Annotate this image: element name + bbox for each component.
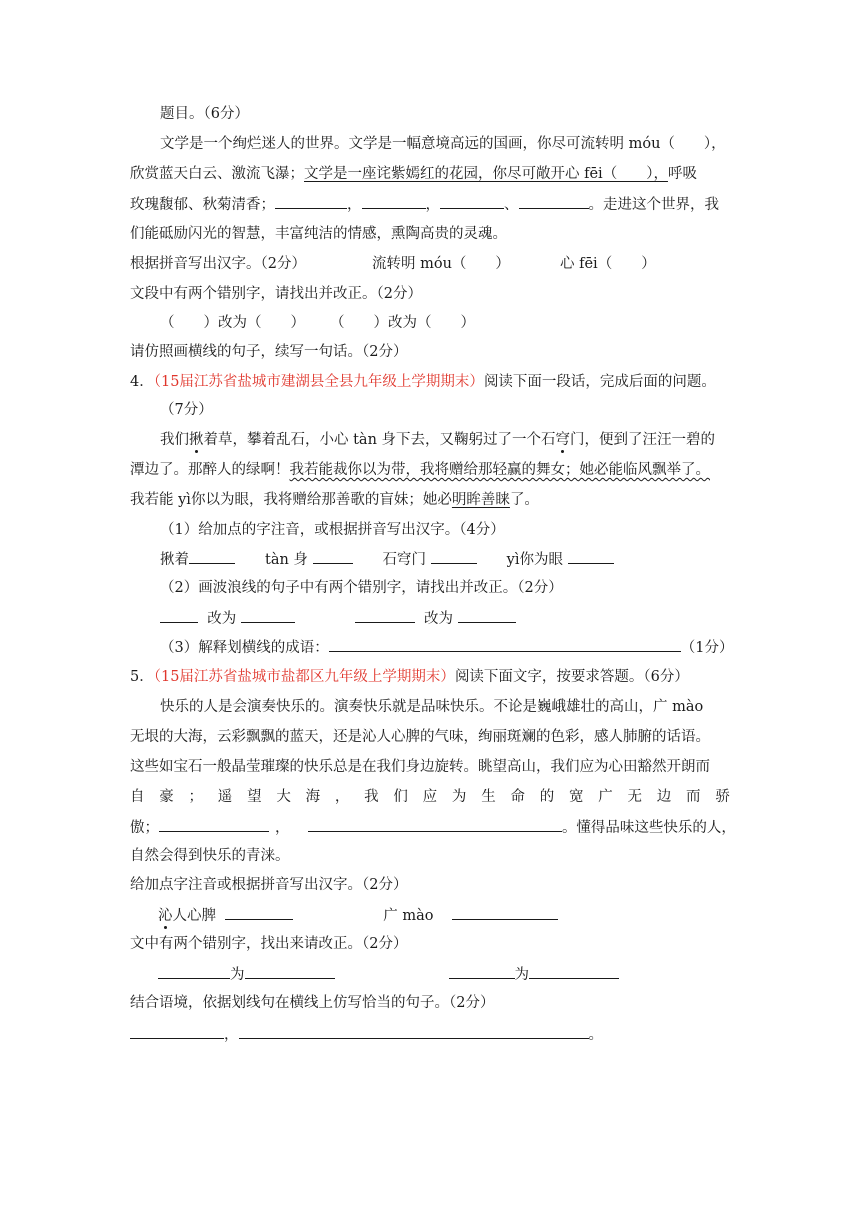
q4-s3-blank[interactable] bbox=[329, 637, 681, 652]
q3-sub2-item-2: （ ）改为（ ） bbox=[330, 315, 475, 331]
q5-number: 5． bbox=[130, 669, 154, 685]
q4-source: （15届江苏省盐城市建湖县全县九年级上学期期末） bbox=[153, 374, 484, 390]
q4-s2-blank-1[interactable] bbox=[160, 608, 198, 623]
q5-s2-label: 文中有两个错别字，找出来请改正。（2分） bbox=[130, 936, 408, 952]
q4-s1-label: （1）给加点的字注音，或根据拼音写出汉字。（4分） bbox=[160, 522, 505, 538]
q5-s2-change-label: 为 bbox=[514, 967, 529, 983]
q5-justified-char: 望 bbox=[247, 789, 262, 805]
q5-dotted-char: 沁 bbox=[158, 908, 173, 924]
q3-dunhao: 、 bbox=[504, 197, 519, 213]
q4-prompt: 阅读下面一段话，完成后面的问题。 bbox=[483, 374, 716, 390]
q3-sub1-label: 根据拼音写出汉字。（2分） bbox=[130, 256, 306, 272]
q5-justified-char: 自 bbox=[130, 789, 145, 805]
q4-underlined-idiom: 明眸善睐 bbox=[451, 492, 510, 508]
q5-prompt: 阅读下面文字，按要求答题。（6分） bbox=[454, 669, 689, 685]
q5-blank-1[interactable] bbox=[159, 817, 269, 832]
q5-blank-2[interactable] bbox=[308, 817, 562, 832]
q5-comma: ， bbox=[224, 1027, 239, 1043]
q3-passage-text: 。走进这个世界，我 bbox=[588, 197, 719, 213]
q3-passage-text: 玫瑰馥郁、秋菊清香； bbox=[130, 197, 275, 213]
q4-passage-text: 了。 bbox=[509, 492, 539, 508]
q3-underlined-sentence: 文学是一座诧紫嫣红的花园，你尽可敞开心 fēi（ ）， bbox=[304, 166, 668, 182]
q4-passage-line-3 bbox=[130, 490, 539, 510]
q4-s3-line bbox=[160, 637, 733, 658]
q5-s2-answers bbox=[158, 964, 619, 985]
q5-header bbox=[130, 667, 689, 687]
q4-s1-blank-1[interactable] bbox=[189, 549, 235, 564]
q5-justified-char: ； bbox=[188, 789, 204, 805]
q5-s1-blank-1[interactable] bbox=[225, 905, 293, 920]
q3-comma: ， bbox=[347, 197, 362, 213]
q3-blank-4[interactable] bbox=[519, 194, 589, 209]
q4-passage-line-2 bbox=[130, 460, 710, 480]
q3-header-tail: 题目。（6分） bbox=[160, 106, 249, 122]
q4-points: （7分） bbox=[160, 402, 213, 418]
q4-s2-change-label: 改为 bbox=[207, 611, 237, 627]
q5-justified-char: 宽 bbox=[568, 789, 584, 805]
q3-passage-line-3 bbox=[130, 194, 719, 215]
q5-passage-text: 傲； bbox=[130, 820, 159, 836]
q4-header bbox=[130, 372, 716, 392]
q5-justified-char: 为 bbox=[451, 789, 467, 805]
q4-s2-answers bbox=[160, 608, 516, 629]
q5-justified-char: 我 bbox=[364, 789, 379, 805]
q4-s2-blank-3[interactable] bbox=[355, 608, 415, 623]
q4-s2-blank-2[interactable] bbox=[241, 608, 295, 623]
q4-number: 4． bbox=[130, 374, 154, 390]
q4-s2-change-label: 改为 bbox=[424, 611, 454, 627]
q3-passage-line-1: 文学是一个绚烂迷人的世界。文学是一幅意境高远的国画，你尽可流转明 móu（ ）， bbox=[160, 136, 726, 152]
q4-dotted-char: 揪 bbox=[189, 432, 204, 448]
q3-blank-2[interactable] bbox=[362, 194, 426, 209]
q5-justified-char: 遥 bbox=[217, 789, 233, 805]
q5-justified-char: 的 bbox=[539, 789, 555, 805]
q5-justified-char: 而 bbox=[686, 789, 701, 805]
q5-passage-line-6: 自然会得到快乐的青涞。 bbox=[130, 848, 290, 864]
q3-passage-line-4: 们能砥励闪光的智慧，丰富纯洁的情感，熏陶高贵的灵魂。 bbox=[130, 226, 507, 242]
q5-justified-char: 们 bbox=[393, 789, 408, 805]
q3-sub1-item-1: 流转明 móu（ ） bbox=[372, 256, 510, 272]
q5-s2-blank-3[interactable] bbox=[449, 964, 515, 979]
q5-justified-char: ， bbox=[334, 789, 350, 805]
q5-s2-blank-1[interactable] bbox=[158, 964, 230, 979]
q5-justified-char: 边 bbox=[656, 789, 672, 805]
q4-dotted-char: 穹 bbox=[555, 432, 571, 448]
q4-s2-label: （2）画波浪线的句子中有两个错别字，请找出并改正。（2分） bbox=[160, 580, 563, 596]
q3-sub3-label: 请仿照画横线的句子，续写一句话。（2分） bbox=[130, 344, 408, 360]
q5-justified-char: 生 bbox=[481, 789, 496, 805]
q5-s1-word-1: 人心脾 bbox=[172, 908, 216, 924]
q4-s1-word-2: tàn 身 bbox=[265, 552, 308, 568]
q4-passage-text: 着草，攀着乱石，小心 tàn 身下去，又鞠躬过了一个石 bbox=[203, 432, 556, 448]
q3-blank-3[interactable] bbox=[440, 194, 504, 209]
q5-justified-char: 海 bbox=[305, 789, 321, 805]
q5-source: （15届江苏省盐城市盐都区九年级上学期期末） bbox=[153, 669, 455, 685]
q4-s3-points: （1分） bbox=[680, 640, 734, 656]
q5-justified-char: 骄 bbox=[715, 789, 730, 805]
q4-s1-blank-3[interactable] bbox=[431, 549, 477, 564]
q5-s2-blank-4[interactable] bbox=[529, 964, 619, 979]
q5-comma: ， bbox=[275, 820, 290, 836]
q4-s1-blank-4[interactable] bbox=[568, 549, 614, 564]
q4-s1-word-3: 石穹门 bbox=[382, 552, 427, 568]
q4-s3-label: （3）解释划横线的成语： bbox=[160, 640, 329, 656]
q5-s3-blank-1[interactable] bbox=[130, 1024, 224, 1039]
q5-passage-line-3: 这些如宝石一般晶莹璀璨的快乐总是在我们身边旋转。眺望高山，我们应为心田豁然开朗而 bbox=[130, 759, 710, 775]
q5-passage-line-2: 无垠的大海，云彩飘飘的蓝天，还是沁人心脾的气味，绚丽斑斓的色彩，感人肺腑的话语。 bbox=[130, 729, 710, 745]
q5-justified-char: 命 bbox=[510, 789, 525, 805]
q5-s2-change-label: 为 bbox=[230, 967, 245, 983]
q5-justified-char: 大 bbox=[276, 789, 291, 805]
q5-justified-char: 应 bbox=[422, 789, 438, 805]
q5-s2-blank-2[interactable] bbox=[245, 964, 335, 979]
q5-s1-word-2: 广 mào bbox=[383, 908, 434, 924]
q4-wavy-sentence: 我若能裁你以为带，我将赠给那轻赢的舞女；她必能临风飘举了。 bbox=[289, 462, 710, 478]
q4-s2-blank-4[interactable] bbox=[458, 608, 516, 623]
q5-period: 。 bbox=[588, 1027, 603, 1043]
q5-passage-line-5 bbox=[130, 817, 736, 838]
q5-s1-label: 给加点字注音或根据拼音写出汉字。（2分） bbox=[130, 877, 408, 893]
q5-passage-text: 。懂得品味这些快乐的人， bbox=[561, 820, 736, 836]
q5-s1-blank-2[interactable] bbox=[452, 905, 558, 920]
q5-s1-answers bbox=[158, 905, 558, 926]
q4-passage-line-1 bbox=[160, 430, 715, 450]
q4-passage-text: 门，便到了汪汪一碧的 bbox=[570, 432, 716, 448]
q3-passage-text: 呼吸 bbox=[667, 166, 697, 182]
q4-s1-answers bbox=[160, 549, 614, 570]
q4-passage-text: 潭边了。那醉人的绿啊！ bbox=[130, 462, 290, 478]
q3-blank-1[interactable] bbox=[275, 194, 347, 209]
q4-s1-word-1: 揪着 bbox=[160, 552, 189, 568]
q5-justified-char: 无 bbox=[627, 789, 643, 805]
q5-s3-blank-2[interactable] bbox=[239, 1024, 589, 1039]
q4-s1-blank-2[interactable] bbox=[313, 549, 353, 564]
q3-passage-line-2 bbox=[130, 164, 697, 184]
q5-s3-label: 结合语境，依据划线句在横线上仿写恰当的句子。（2分） bbox=[130, 995, 495, 1011]
q3-sub1-item-2: 心 fēi（ ） bbox=[560, 256, 656, 272]
q5-s3-answers bbox=[130, 1024, 603, 1045]
q5-passage-line-4 bbox=[130, 787, 730, 807]
q3-passage-text: 欣赏蓝天白云、激流飞瀑； bbox=[130, 166, 304, 182]
q4-passage-text: 我们 bbox=[160, 432, 189, 448]
q5-justified-char: 广 bbox=[598, 789, 613, 805]
q3-sub2-label: 文段中有两个错别字，请找出并改正。（2分） bbox=[130, 286, 422, 302]
q4-passage-text: 我若能 yì你以为眼，我将赠给那善歌的盲妹；她必 bbox=[130, 492, 452, 508]
q5-passage-line-1: 快乐的人是会演奏快乐的。演奏快乐就是品味快乐。不论是巍峨雄壮的高山，广 mào bbox=[160, 699, 704, 715]
q5-justified-char: 豪 bbox=[159, 789, 174, 805]
q3-comma: ， bbox=[425, 197, 440, 213]
q4-s1-word-4: yì你为眼 bbox=[506, 552, 563, 568]
q3-sub2-item-1: （ ）改为（ ） bbox=[160, 315, 305, 331]
